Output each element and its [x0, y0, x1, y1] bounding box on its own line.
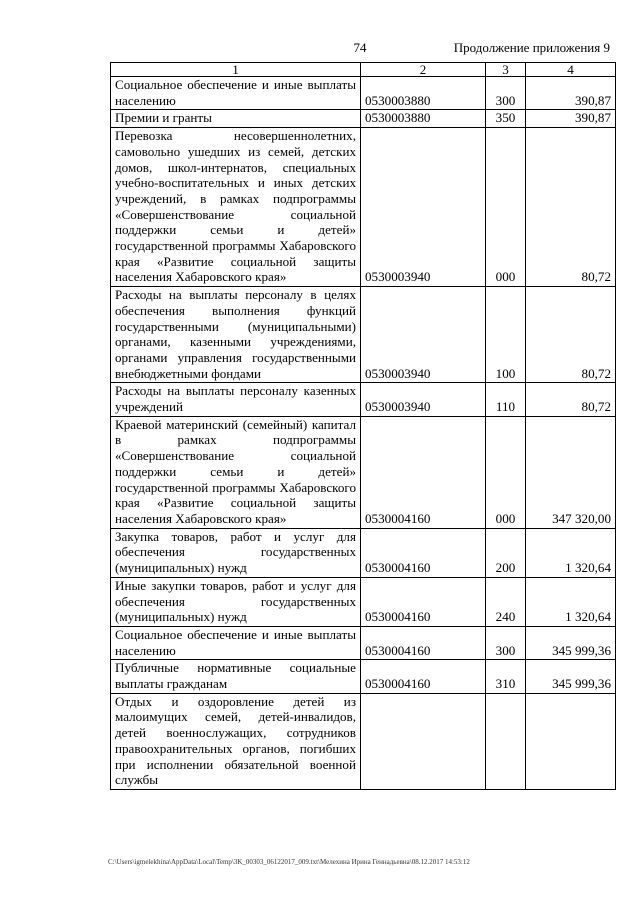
table-row: [111, 287, 616, 383]
target-article-code: 0530004160: [361, 577, 486, 626]
target-article-code: 0530004160: [361, 626, 486, 659]
amount-value: 80,72: [526, 383, 616, 416]
amount-value: 390,87: [526, 110, 616, 128]
row-description: Расходы на выплаты персоналу казенных учреждений: [111, 383, 361, 416]
expense-type-code: 350: [486, 110, 526, 128]
target-article-code: 0530003880: [361, 110, 486, 128]
budget-table: [110, 62, 616, 790]
table-row: [111, 693, 616, 789]
target-article-code: 0530003940: [361, 383, 486, 416]
table-row: [111, 77, 616, 110]
column-number-row: [111, 63, 616, 77]
page-number: 74: [353, 40, 367, 55]
amount-value: 1 320,64: [526, 528, 616, 577]
target-article-code: 0530003940: [361, 128, 486, 287]
column-header-3: 3: [486, 63, 526, 77]
table-row: [111, 110, 616, 128]
row-description: Премии и гранты: [111, 110, 361, 128]
amount-value: 345 999,36: [526, 660, 616, 693]
expense-type-code: 200: [486, 528, 526, 577]
table-row: [111, 383, 616, 416]
table-row: [111, 577, 616, 626]
amount-value: [526, 693, 616, 789]
amount-value: 80,72: [526, 287, 616, 383]
file-path-footer: C:\Users\igmelekhina\AppData\Local\Temp\3K_00303_06122017_009.txt\Мелехина Ирина Геннадьевна\08.12.2017 14:53:12: [108, 858, 470, 866]
amount-value: 345 999,36: [526, 626, 616, 659]
row-description: Закупка товаров, работ и услуг для обеспечения государственных (муниципальных) нужд: [111, 528, 361, 577]
expense-type-code: 000: [486, 128, 526, 287]
expense-type-code: 100: [486, 287, 526, 383]
row-description: Социальное обеспечение и иные выплаты населению: [111, 626, 361, 659]
amount-value: 347 320,00: [526, 416, 616, 528]
row-description: Перевозка несовершеннолетних, самовольно ушедших из семей, детских домов, школ-интернатов, специальных учебно-воспитательных и иных детских учреждений, в рамках подпрограммы «Совершенствование социальной поддержки семьи и детей» государственной программы Хабаровского края «Развитие социальной защиты населения Хабаровского края»: [111, 128, 361, 287]
column-header-2: 2: [361, 63, 486, 77]
expense-type-code: 310: [486, 660, 526, 693]
target-article-code: 0530004160: [361, 416, 486, 528]
table-row: [111, 626, 616, 659]
expense-type-code: 240: [486, 577, 526, 626]
target-article-code: [361, 693, 486, 789]
row-description: Расходы на выплаты персоналу в целях обеспечения выполнения функций государственными (муниципальными) органами, казенными учреждениями, органами управления государственными внебюджетными фондами: [111, 287, 361, 383]
expense-type-code: [486, 693, 526, 789]
amount-value: 1 320,64: [526, 577, 616, 626]
column-header-1: 1: [111, 63, 361, 77]
expense-type-code: 300: [486, 77, 526, 110]
target-article-code: 0530004160: [361, 660, 486, 693]
row-description: Социальное обеспечение и иные выплаты населению: [111, 77, 361, 110]
table-row: [111, 528, 616, 577]
row-description: Отдых и оздоровление детей из малоимущих семей, детей-инвалидов, детей военнослужащих, сотрудников правоохранительных органов, погибших при исполнении обязательной военной службы: [111, 693, 361, 789]
column-header-4: 4: [526, 63, 616, 77]
row-description: Краевой материнский (семейный) капитал в рамках подпрограммы «Совершенствование социальной поддержки семьи и детей» государственной программы Хабаровского края «Развитие социальной защиты населения Хабаровского края»: [111, 416, 361, 528]
row-description: Публичные нормативные социальные выплаты гражданам: [111, 660, 361, 693]
target-article-code: 0530004160: [361, 528, 486, 577]
expense-type-code: 000: [486, 416, 526, 528]
table-row: [111, 660, 616, 693]
budget-table-body: [111, 63, 616, 790]
row-description: Иные закупки товаров, работ и услуг для обеспечения государственных (муниципальных) нужд: [111, 577, 361, 626]
table-row: [111, 416, 616, 528]
target-article-code: 0530003940: [361, 287, 486, 383]
expense-type-code: 110: [486, 383, 526, 416]
continuation-label: Продолжение приложения 9: [453, 40, 610, 55]
target-article-code: 0530003880: [361, 77, 486, 110]
table-row: [111, 128, 616, 287]
expense-type-code: 300: [486, 626, 526, 659]
amount-value: 80,72: [526, 128, 616, 287]
amount-value: 390,87: [526, 77, 616, 110]
